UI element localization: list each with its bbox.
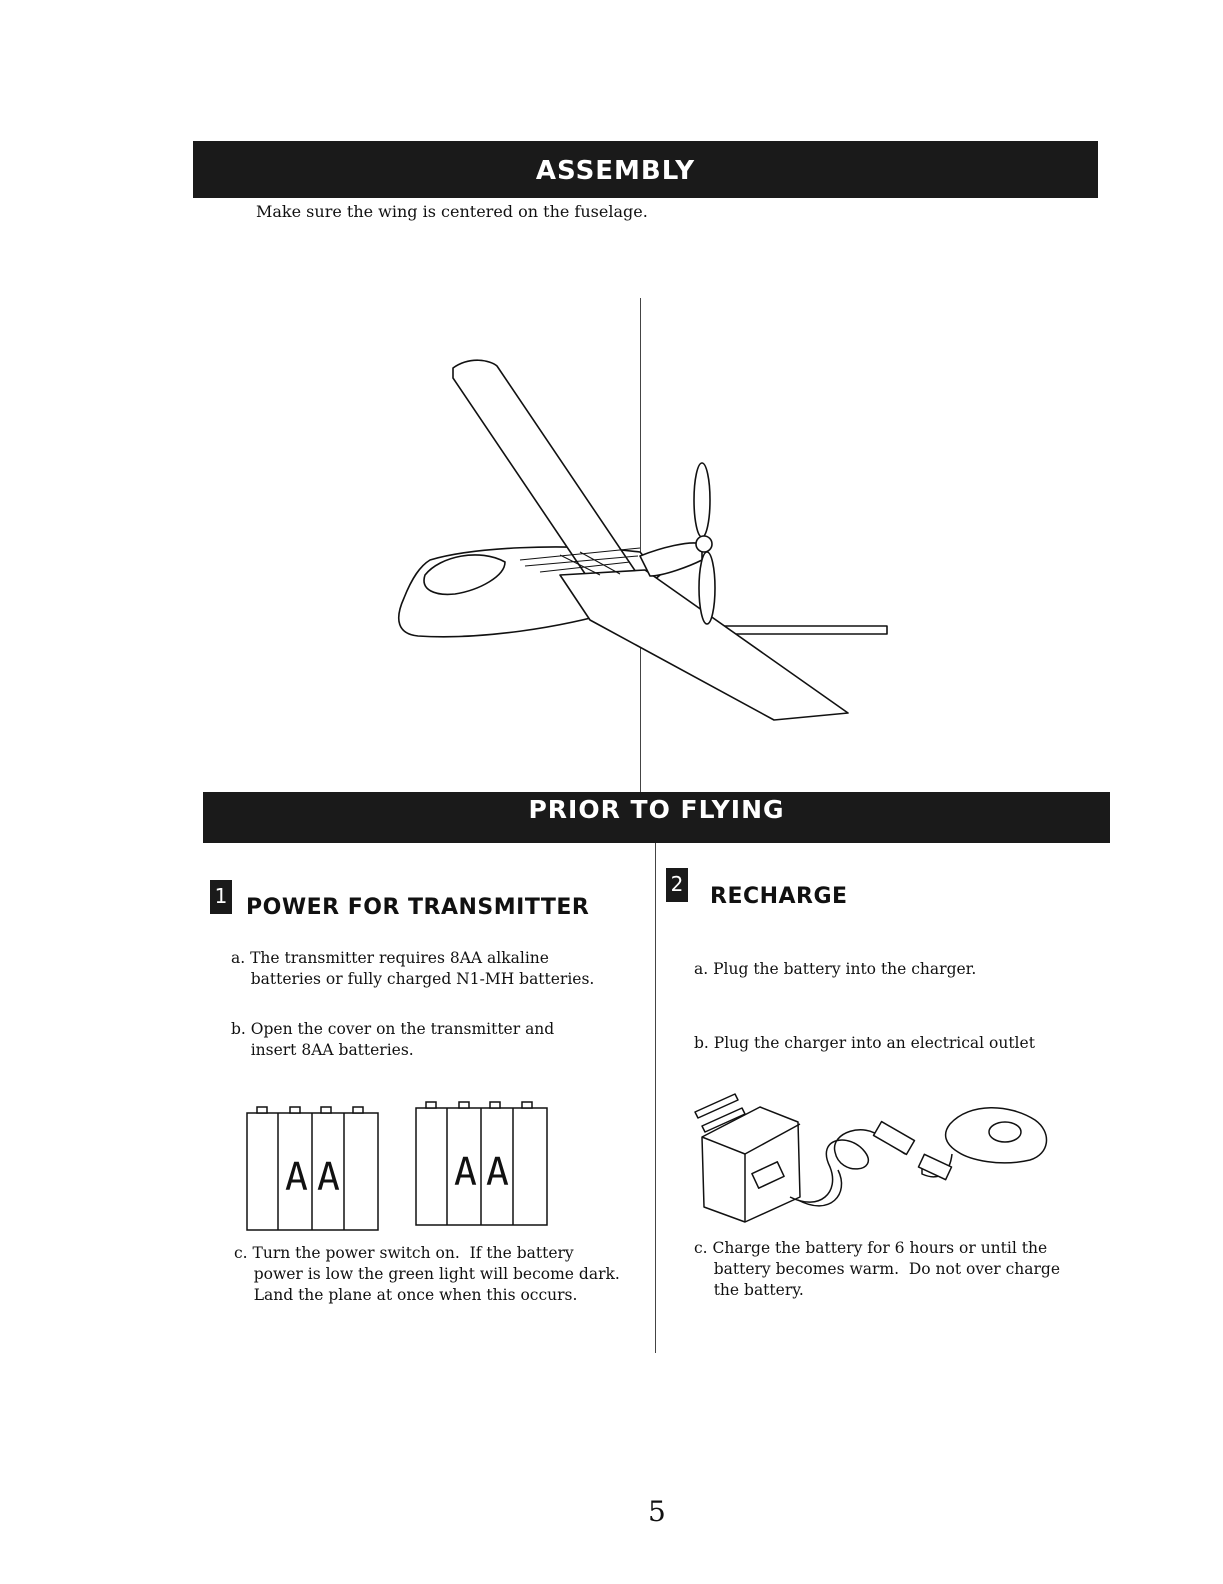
page-number: 5: [648, 1495, 666, 1528]
battery-label: A: [285, 1155, 308, 1199]
battery-pack-illustration-left: [245, 1100, 385, 1235]
section-number-badge-1: 1: [210, 880, 232, 914]
power-step-a: a. The transmitter requires 8AA alkaline batteries or fully charged N1-MH batteries.: [231, 949, 595, 988]
assembly-note: Make sure the wing is centered on the fuselage.: [256, 202, 648, 221]
charger-battery-illustration: [690, 1082, 1060, 1222]
battery-label: A: [486, 1150, 509, 1194]
battery-label: A: [454, 1150, 477, 1194]
assembly-heading: ASSEMBLY: [535, 156, 696, 186]
nose-cone: [640, 543, 702, 576]
recharge-title: RECHARGE: [710, 884, 848, 909]
column-divider-line: [655, 843, 656, 1353]
battery-pack-illustration-right: [414, 1095, 554, 1230]
recharge-step-c: c. Charge the battery for 6 hours or until the battery becomes warm. Do not over charge the battery.: [694, 1239, 1061, 1299]
propeller-blade-bottom: [699, 552, 715, 624]
recharge-step-b: b. Plug the charger into an electrical outlet: [694, 1034, 1035, 1052]
propeller-blade-top: [694, 463, 710, 537]
prior-to-flying-banner: [203, 792, 1110, 843]
prior-to-flying-heading: PRIOR TO FLYING: [528, 795, 785, 824]
section-number-badge-2: 2: [666, 868, 688, 902]
battery-connector: [918, 1154, 951, 1179]
power-for-transmitter-title: POWER FOR TRANSMITTER: [246, 895, 590, 920]
recharge-step-a: a. Plug the battery into the charger.: [694, 960, 977, 978]
power-step-c: c. Turn the power switch on. If the battery power is low the green light will become dark. Land the plane at once when this occurs.: [234, 1244, 620, 1304]
power-step-b: b. Open the cover on the transmitter and insert 8AA batteries.: [231, 1020, 555, 1059]
propeller-hub: [696, 536, 712, 552]
connector: [874, 1122, 915, 1155]
battery-label: A: [317, 1155, 340, 1199]
